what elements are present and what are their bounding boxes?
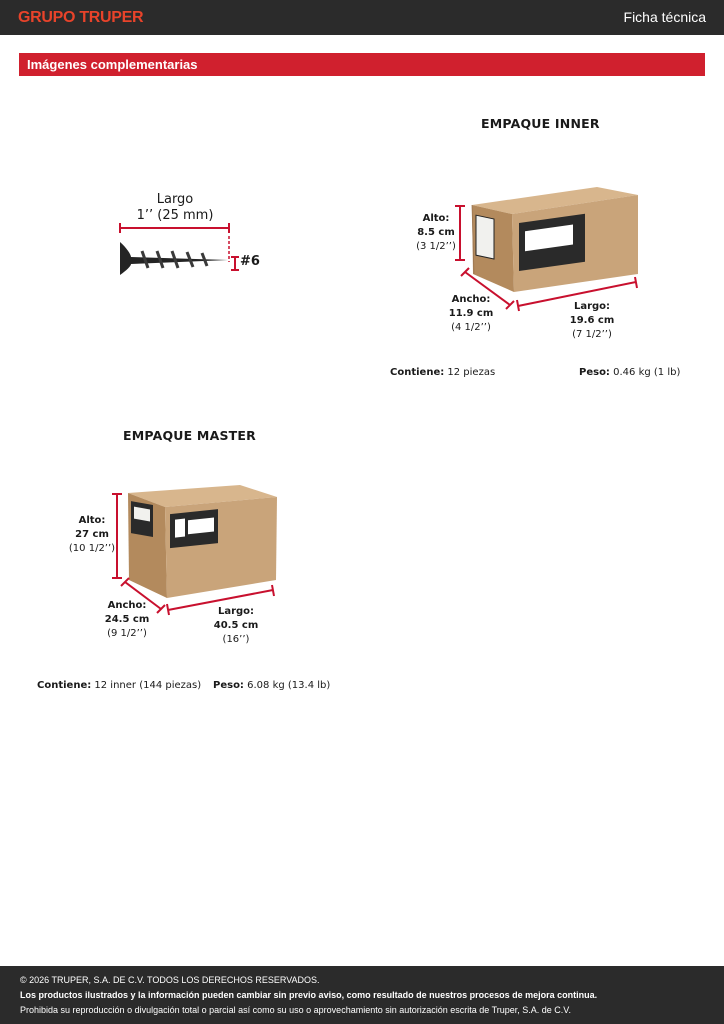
inner-peso-value: 0.46 kg (1 lb) xyxy=(613,367,681,378)
master-ancho xyxy=(100,599,154,641)
inner-peso-label: Peso: xyxy=(579,367,610,378)
inner-title: EMPAQUE INNER xyxy=(481,116,600,131)
master-alto xyxy=(66,514,118,556)
master-ancho-label: Ancho: xyxy=(107,600,147,611)
master-largo xyxy=(209,605,263,647)
master-largo-cm: 40.5 cm xyxy=(213,620,259,631)
footer xyxy=(0,966,724,1024)
inner-ancho-label: Ancho: xyxy=(451,294,491,305)
brand-logo: GRUPO TRUPER xyxy=(18,9,144,26)
master-peso xyxy=(213,680,330,691)
master-title: EMPAQUE MASTER xyxy=(123,428,256,443)
master-contiene-value: 12 inner (144 piezas) xyxy=(94,680,202,691)
master-contiene xyxy=(37,680,201,691)
footer-notice: Los productos ilustrados y la información pueden cambiar sin previo aviso, como resultado de nuestros procesos de mejora continua. xyxy=(20,990,598,1000)
inner-contiene-value: 12 piezas xyxy=(447,367,496,378)
master-largo-label: Largo: xyxy=(217,606,255,617)
section-title: Imágenes complementarias xyxy=(27,57,198,72)
footer-legal: Prohibida su reproducción o divulgación total o parcial así como su uso o aprovechamiento sin autorización escrita de Truper, S.A. de C.V. xyxy=(20,1005,571,1015)
inner-ancho-cm: 11.9 cm xyxy=(448,308,494,319)
master-peso-value: 6.08 kg (13.4 lb) xyxy=(247,680,331,691)
master-alto-label: Alto: xyxy=(78,515,106,526)
master-largo-in: (16’’) xyxy=(222,634,250,645)
master-ancho-in: (9 1/2’’) xyxy=(107,628,147,639)
document-type: Ficha técnica xyxy=(623,9,706,25)
inner-ancho-in: (4 1/2’’) xyxy=(451,322,491,333)
master-alto-in: (10 1/2’’) xyxy=(68,543,116,554)
footer-copyright: © 2026 TRUPER, S.A. DE C.V. TODOS LOS DERECHOS RESERVADOS. xyxy=(20,975,320,985)
inner-largo-in: (7 1/2’’) xyxy=(572,329,612,340)
master-peso-label: Peso: xyxy=(213,680,244,691)
inner-alto-label: Alto: xyxy=(422,213,450,224)
inner-contiene-label: Contiene: xyxy=(390,367,445,378)
screw-length-value: 1’’ (25 mm) xyxy=(136,208,214,223)
master-contiene-label: Contiene: xyxy=(37,680,92,691)
screw-gauge: #6 xyxy=(240,254,260,269)
screw-length-title: Largo xyxy=(156,192,194,207)
inner-alto-cm: 8.5 cm xyxy=(417,227,455,238)
master-ancho-cm: 24.5 cm xyxy=(104,614,150,625)
master-alto-cm: 27 cm xyxy=(75,529,109,540)
inner-alto-in: (3 1/2’’) xyxy=(416,241,456,252)
inner-largo-cm: 19.6 cm xyxy=(569,315,615,326)
inner-largo-label: Largo: xyxy=(573,301,611,312)
